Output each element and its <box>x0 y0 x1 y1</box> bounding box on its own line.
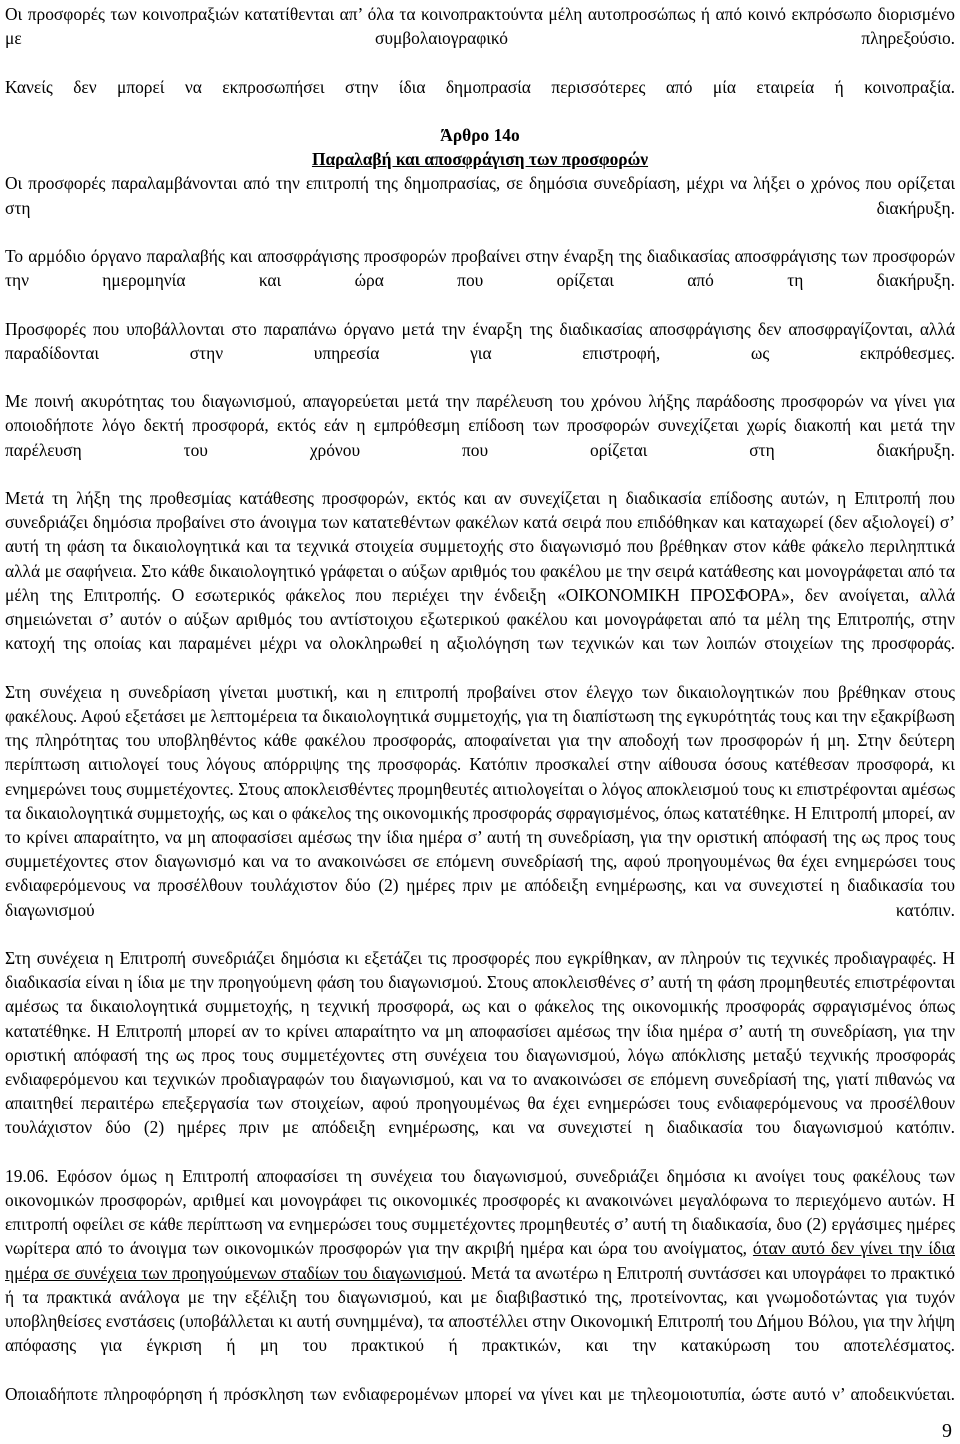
body-paragraph: Στη συνέχεια η συνεδρίαση γίνεται μυστική, και η επιτροπή προβαίνει στον έλεγχο των δικαιολογητικών που βρέθηκαν στους φακέλους. Αφού εξετάσει με λεπτομέρεια τα δικαιολογητικά συμμετοχής, για τη διαπίστωση της εγκυρότητάς τους και την εξακρίβωση της πληρότητας του υποβληθέντος κάθε φακέλου προσφοράς, αποφαίνεται για την αποδοχή των προσφορών ή μη. Στην δεύτερη περίπτωση αιτιολογεί τους λόγους απόρριψης της προσφοράς. Κατόπιν προσκαλεί στην αίθουσα όσους κατέθεσαν προσφορά, κι ενημερώνει τους συμμετέχοντες. Στους αποκλεισθέντες προμηθευτές αιτιολογείται ο λόγος αποκλεισμού τους κι επιστρέφονται αμέσως τα δικαιολογητικά συμμετοχής, ως και ο φάκελος της οικονομικής προσφοράς σφραγισμένος, όπως κατατέθηκε. Η Επιτροπή μπορεί, αν το κρίνει απαραίτητο, να μη αποφασίσει αμέσως την ίδια ημέρα σ’ αυτή τη συνεδρίαση, για την οριστική απόφασή της ως προς τους συμμετέχοντες στον διαγωνισμό και να το ανακοινώσει σε επόμενη συνεδρίασή της, αφού προηγουμένως θα έχει ενημερώσει τους ενδιαφερόμενους να προσέλθουν τουλάχιστον δύο (2) ημέρες πριν με απόδειξη ενημέρωσης, και να συνεχιστεί η διαδικασία του διαγωνισμού κατόπιν. <box>5 681 955 920</box>
body-paragraph: Το αρμόδιο όργανο παραλαβής και αποσφράγισης προσφορών προβαίνει στην έναρξη της διαδικασίας αποσφράγισης των προσφορών την ημερομηνία και ώρα που ορίζεται από τη διακήρυξη. <box>5 246 955 291</box>
underlined-text: όταν αυτό δεν γίνει την ίδια ημέρα σε συνέχεια των προηγούμενων σταδίων του διαγωνισμού <box>5 1238 956 1283</box>
paragraph-text: . Μετά τα ανωτέρω η Επιτροπή συντάσσει και υπογράφει το πρακτικό ή τα πρακτικά ανάλογα με την εξέλιξη του διαγωνισμού, και με διαβιβαστικό της, προτείνοντας, και γνωμοδοτώντας για τυχόν υποβληθείσες ενστάσεις (υποβάλλεται κι αυτή συνημμένα), τα αποστέλλει στην Οικονομική Επιτροπή του Δήμου Βόλου, για την λήψη απόφασης για έγκριση ή μη του πρακτικού ή πρακτικών, και την κατακύρωση του αποτελέσματος. <box>5 1262 955 1356</box>
body-paragraph: Οι προσφορές παραλαμβάνονται από την επιτροπή της δημοπρασίας, σε δημόσια συνεδρίαση, μέχρι να λήξει ο χρόνος που ορίζεται στη διακήρυξη. <box>5 173 955 218</box>
intro-paragraph: Κανείς δεν μπορεί να εκπροσωπήσει στην ίδια δημοπρασία περισσότερες από μία εταιρεία ή κοινοπραξία. <box>5 76 955 97</box>
page-number: 9 <box>942 1420 952 1442</box>
paragraph-text: 19.06. Εφόσον όμως η Επιτροπή αποφασίσει τη συνέχεια του διαγωνισμού, συνεδριάζει δημόσια κι ανοίγει τους φακέλους των οικονομικών προσφορών, αριθμεί και μονογράφει τις οικονομικές προσφορές κι ανακοινώνει μεγαλόφωνα το περιεχόμενο αυτών. Η επιτροπή οφείλει σε κάθε περίπτωση να ενημερώσει τους συμμετέχοντες προμηθευτές σ’ αυτή τη διαδικασία, δυο (2) εργάσιμες ημέρες νωρίτερα από το άνοιγμα των οικονομικών προσφορών για την ακριβή ημέρα και ώρα του ανοίγματος, <box>5 1165 955 1259</box>
body-paragraph-opening-procedure <box>5 1164 955 1382</box>
article-subheading: Παραλαβή και αποσφράγιση των προσφορών <box>311 149 649 170</box>
body-paragraph: Οποιαδήποτε πληροφόρηση ή πρόσκληση των ενδιαφερομένων μπορεί να γίνει και με τηλεομοιοτυπία, ώστε αυτό ν’ αποδεικνύεται. <box>5 1383 955 1404</box>
body-paragraph: Στη συνέχεια η Επιτροπή συνεδριάζει δημόσια κι εξετάζει τις προσφορές που εγκρίθηκαν, αν πληρούν τις τεχνικές προδιαγραφές. Η διαδικασία είναι η ίδια με την προηγούμενη φάση του διαγωνισμού. Στους αποκλεισθένες σ’ αυτή τη φάση προμηθευτές επιστρέφονται αμέσως τα δικαιολογητικά συμμετοχής, η τεχνική προσφορά, ως και ο φάκελος της οικονομικής προσφοράς σφραγισμένος όπως κατατέθηκε. Η Επιτροπή μπορεί αν το κρίνει απαραίτητο να μη αποφασίσει αμέσως την ίδια ημέρα σ’ αυτή τη συνεδρίαση, για την οριστική απόφασή της ως προς τους συμμετέχοντες στη συνέχεια του διαγωνισμού, λόγω απόκλισης μεταξύ τεχνικής προσφοράς ενδιαφερόμενου και τεχνικών προδιαγραφών του διαγωνισμού, και να το ανακοινώσει σε επόμενη συνεδρίασή της, γιατί πιθανώς να απαιτηθεί περαιτέρω επεξεργασία των στοιχείων, αφού προηγουμένως θα έχει ενημερώσει τους ενδιαφερόμενους να προσέλθουν τουλάχιστον δύο (2) ημέρες πριν με απόδειξη ενημέρωσης, και να συνεχιστεί η διαδικασία του διαγωνισμού κατόπιν. <box>5 947 955 1138</box>
intro-paragraph: Οι προσφορές των κοινοπραξιών κατατίθενται απ’ όλα τα κοινοπρακτούντα μέλη αυτοπροσώπως ή από κοινό εκπρόσωπο διορισμένο με συμβολαιογραφικό πληρεξούσιο. <box>5 4 955 49</box>
article-heading: Άρθρο 14ο <box>440 125 520 146</box>
body-paragraph: Με ποινή ακυρότητας του διαγωνισμού, απαγορεύεται μετά την παρέλευση του χρόνου λήξης παράδοσης προσφορών να γίνει για οποιοδήποτε λόγο δεκτή προσφορά, εκτός εάν η εμπρόθεσμη επίδοση των προσφορών συνεχίζεται χωρίς διακοπή και μετά την παρέλευση του χρόνου που ορίζεται στη διακήρυξη. <box>5 391 955 460</box>
document-body <box>5 2 955 1430</box>
body-paragraph: Προσφορές που υποβάλλονται στο παραπάνω όργανο μετά την έναρξη της διαδικασίας αποσφράγισης δεν αποσφραγίζονται, αλλά παραδίδονται στην υπηρεσία για επιστροφή, ως εκπρόθεσμες. <box>5 318 955 363</box>
body-paragraph: Μετά τη λήξη της προθεσμίας κατάθεσης προσφορών, εκτός και αν συνεχίζεται η διαδικασία επίδοσης αυτών, η Επιτροπή που συνεδριάζει δημόσια προβαίνει στο άνοιγμα των κατατεθέντων φακέλων κατά σειρά που επιδόθηκαν και καταχωρεί (δεν αξιολογεί) σ’ αυτή τη φάση τα δικαιολογητικά και τα τεχνικά στοιχεία συμμετοχής στο διαγωνισμό που βρέθηκαν στον κάθε φάκελο περιληπτικά αλλά με σαφήνεια. Στο κάθε δικαιολογητικό γράφεται ο αύξων αριθμός του φακέλου με την σειρά κατάθεσης και μονογράφεται από τα μέλη της Επιτροπής. Ο εσωτερικός φάκελος που περιέχει την ένδειξη «ΟΙΚΟΝΟΜΙΚΗ ΠΡΟΣΦΟΡΑ», δεν ανοίγεται, αλλά σημειώνεται σ’ αυτόν ο αύξων αριθμός του αντίστοιχου εξωτερικού φακέλου και μονογράφεται από τα μέλη της Επιτροπής, στην κατοχή της οποίας και παραμένει μέχρι να ολοκληρωθεί η αξιολόγηση των τεχνικών και των λοιπών στοιχείων της προσφοράς. <box>5 488 955 654</box>
